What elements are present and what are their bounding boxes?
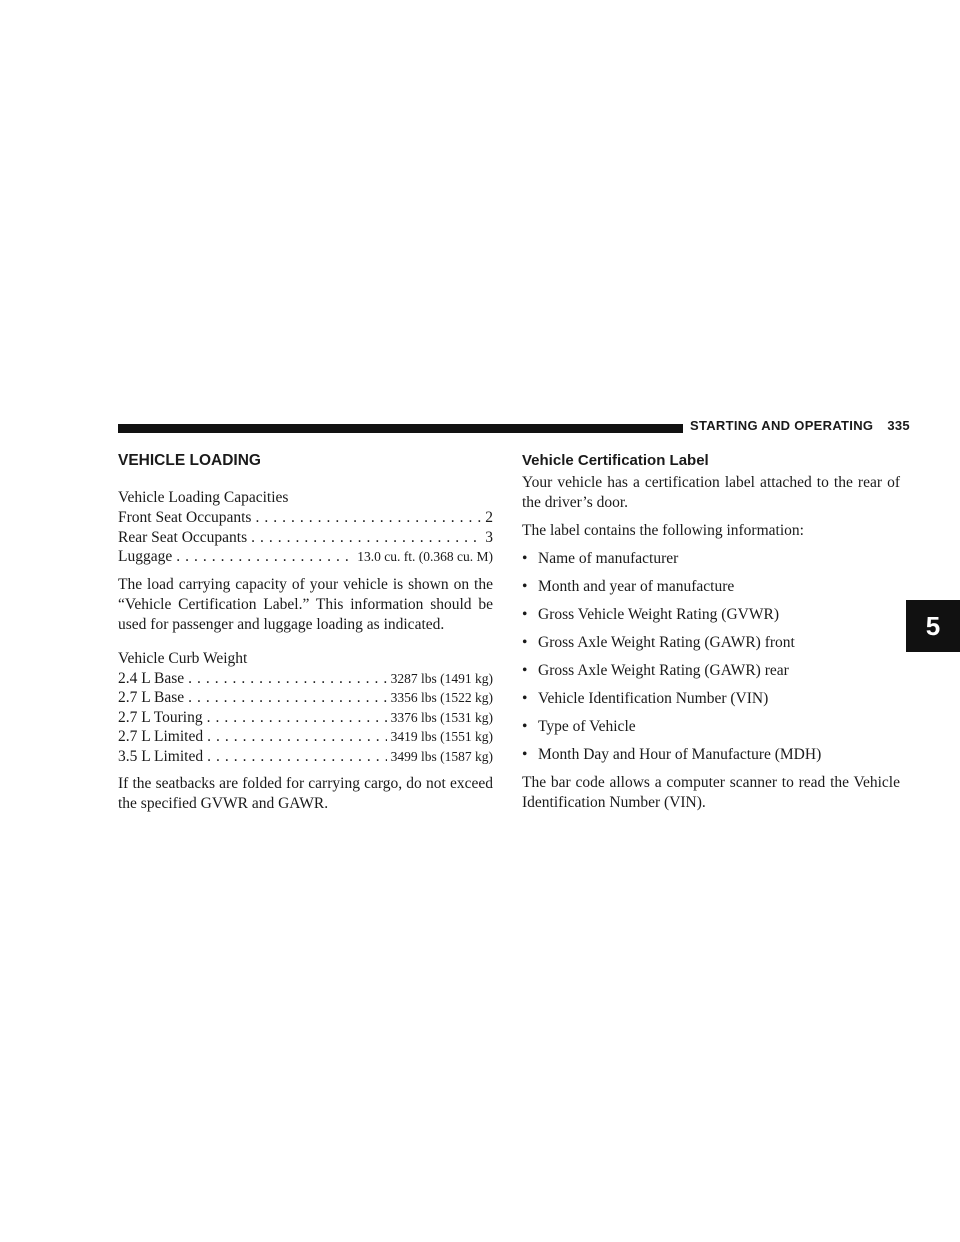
list-item: • Type of Vehicle: [522, 718, 636, 735]
row-label: 3.5 L Limited: [118, 747, 204, 765]
left-column: [118, 450, 493, 814]
list-item: • Name of manufacturer: [522, 550, 679, 567]
page-number: 335: [887, 418, 910, 433]
row-label: Rear Seat Occupants: [118, 528, 248, 546]
bullet: •: [522, 634, 528, 651]
capacity-row: [118, 528, 493, 548]
subsection-heading: Vehicle Certification Label: [522, 452, 709, 469]
weight-row: [118, 688, 493, 708]
list-intro: The label contains the following information:: [522, 522, 804, 539]
capacity-row: [118, 508, 493, 528]
capacity-paragraph: The load carrying capacity of your vehicle is shown on the “Vehicle Certification Label.” This information should be used for passenger and luggage loading as indicated.: [118, 575, 493, 633]
header-rule: [118, 424, 683, 433]
section-title: STARTING AND OPERATING: [690, 418, 874, 433]
row-label: 2.7 L Base: [118, 689, 185, 706]
list-item: • Gross Axle Weight Rating (GAWR) front: [522, 634, 795, 651]
seatback-paragraph: If the seatbacks are folded for carrying cargo, do not exceed the specified GVWR and GAWR.: [118, 775, 493, 812]
row-label: 2.7 L Limited: [118, 728, 204, 745]
dot-leader: [188, 688, 386, 708]
dot-leader: [207, 727, 387, 747]
weight-row: [118, 708, 493, 728]
intro-paragraph: Your vehicle has a certification label attached to the rear of the driver’s door.: [522, 474, 900, 511]
row-label: Front Seat Occupants: [118, 509, 252, 526]
dot-leader: [251, 528, 481, 548]
bullet: •: [522, 578, 528, 595]
row-value: 3499 lbs (1587 kg): [390, 748, 493, 764]
row-value: 3356 lbs (1522 kg): [390, 690, 493, 705]
chapter-tab: 5: [906, 600, 960, 652]
dot-leader: [188, 669, 386, 689]
weight-row: [118, 727, 493, 747]
info-list: [522, 549, 900, 765]
running-header: [690, 418, 910, 433]
dot-leader: [207, 747, 387, 767]
bullet: •: [522, 550, 528, 567]
list-item: • Gross Axle Weight Rating (GAWR) rear: [522, 662, 789, 679]
capacity-row: [118, 547, 493, 567]
closing-paragraph: The bar code allows a computer scanner to read the Vehicle Identification Number (VIN).: [522, 774, 900, 811]
bullet: •: [522, 746, 528, 763]
capacities-title: Vehicle Loading Capacities: [118, 489, 289, 506]
row-value: 3376 lbs (1531 kg): [390, 709, 493, 725]
row-value: 3419 lbs (1551 kg): [390, 729, 493, 744]
list-item: • Month Day and Hour of Manufacture (MDH): [522, 746, 822, 763]
row-value: 2: [485, 509, 493, 526]
weight-row: [118, 747, 493, 767]
bullet: •: [522, 662, 528, 679]
section-heading: VEHICLE LOADING: [118, 452, 261, 469]
right-column: [522, 450, 900, 813]
curb-weight-title: Vehicle Curb Weight: [118, 649, 248, 667]
dot-leader: [207, 708, 387, 728]
bullet: •: [522, 718, 528, 735]
bullet: •: [522, 690, 528, 707]
row-label: Luggage: [118, 548, 173, 565]
row-value: 3287 lbs (1491 kg): [390, 670, 493, 686]
list-item: • Gross Vehicle Weight Rating (GVWR): [522, 606, 779, 623]
row-value: 3: [485, 528, 493, 546]
list-item: • Vehicle Identification Number (VIN): [522, 690, 769, 707]
row-label: 2.7 L Touring: [118, 708, 203, 726]
weight-row: [118, 669, 493, 689]
dot-leader: [255, 508, 481, 528]
row-value: 13.0 cu. ft. (0.368 cu. M): [357, 549, 493, 564]
bullet: •: [522, 606, 528, 623]
dot-leader: [176, 547, 353, 567]
list-item: • Month and year of manufacture: [522, 578, 735, 595]
row-label: 2.4 L Base: [118, 669, 185, 687]
